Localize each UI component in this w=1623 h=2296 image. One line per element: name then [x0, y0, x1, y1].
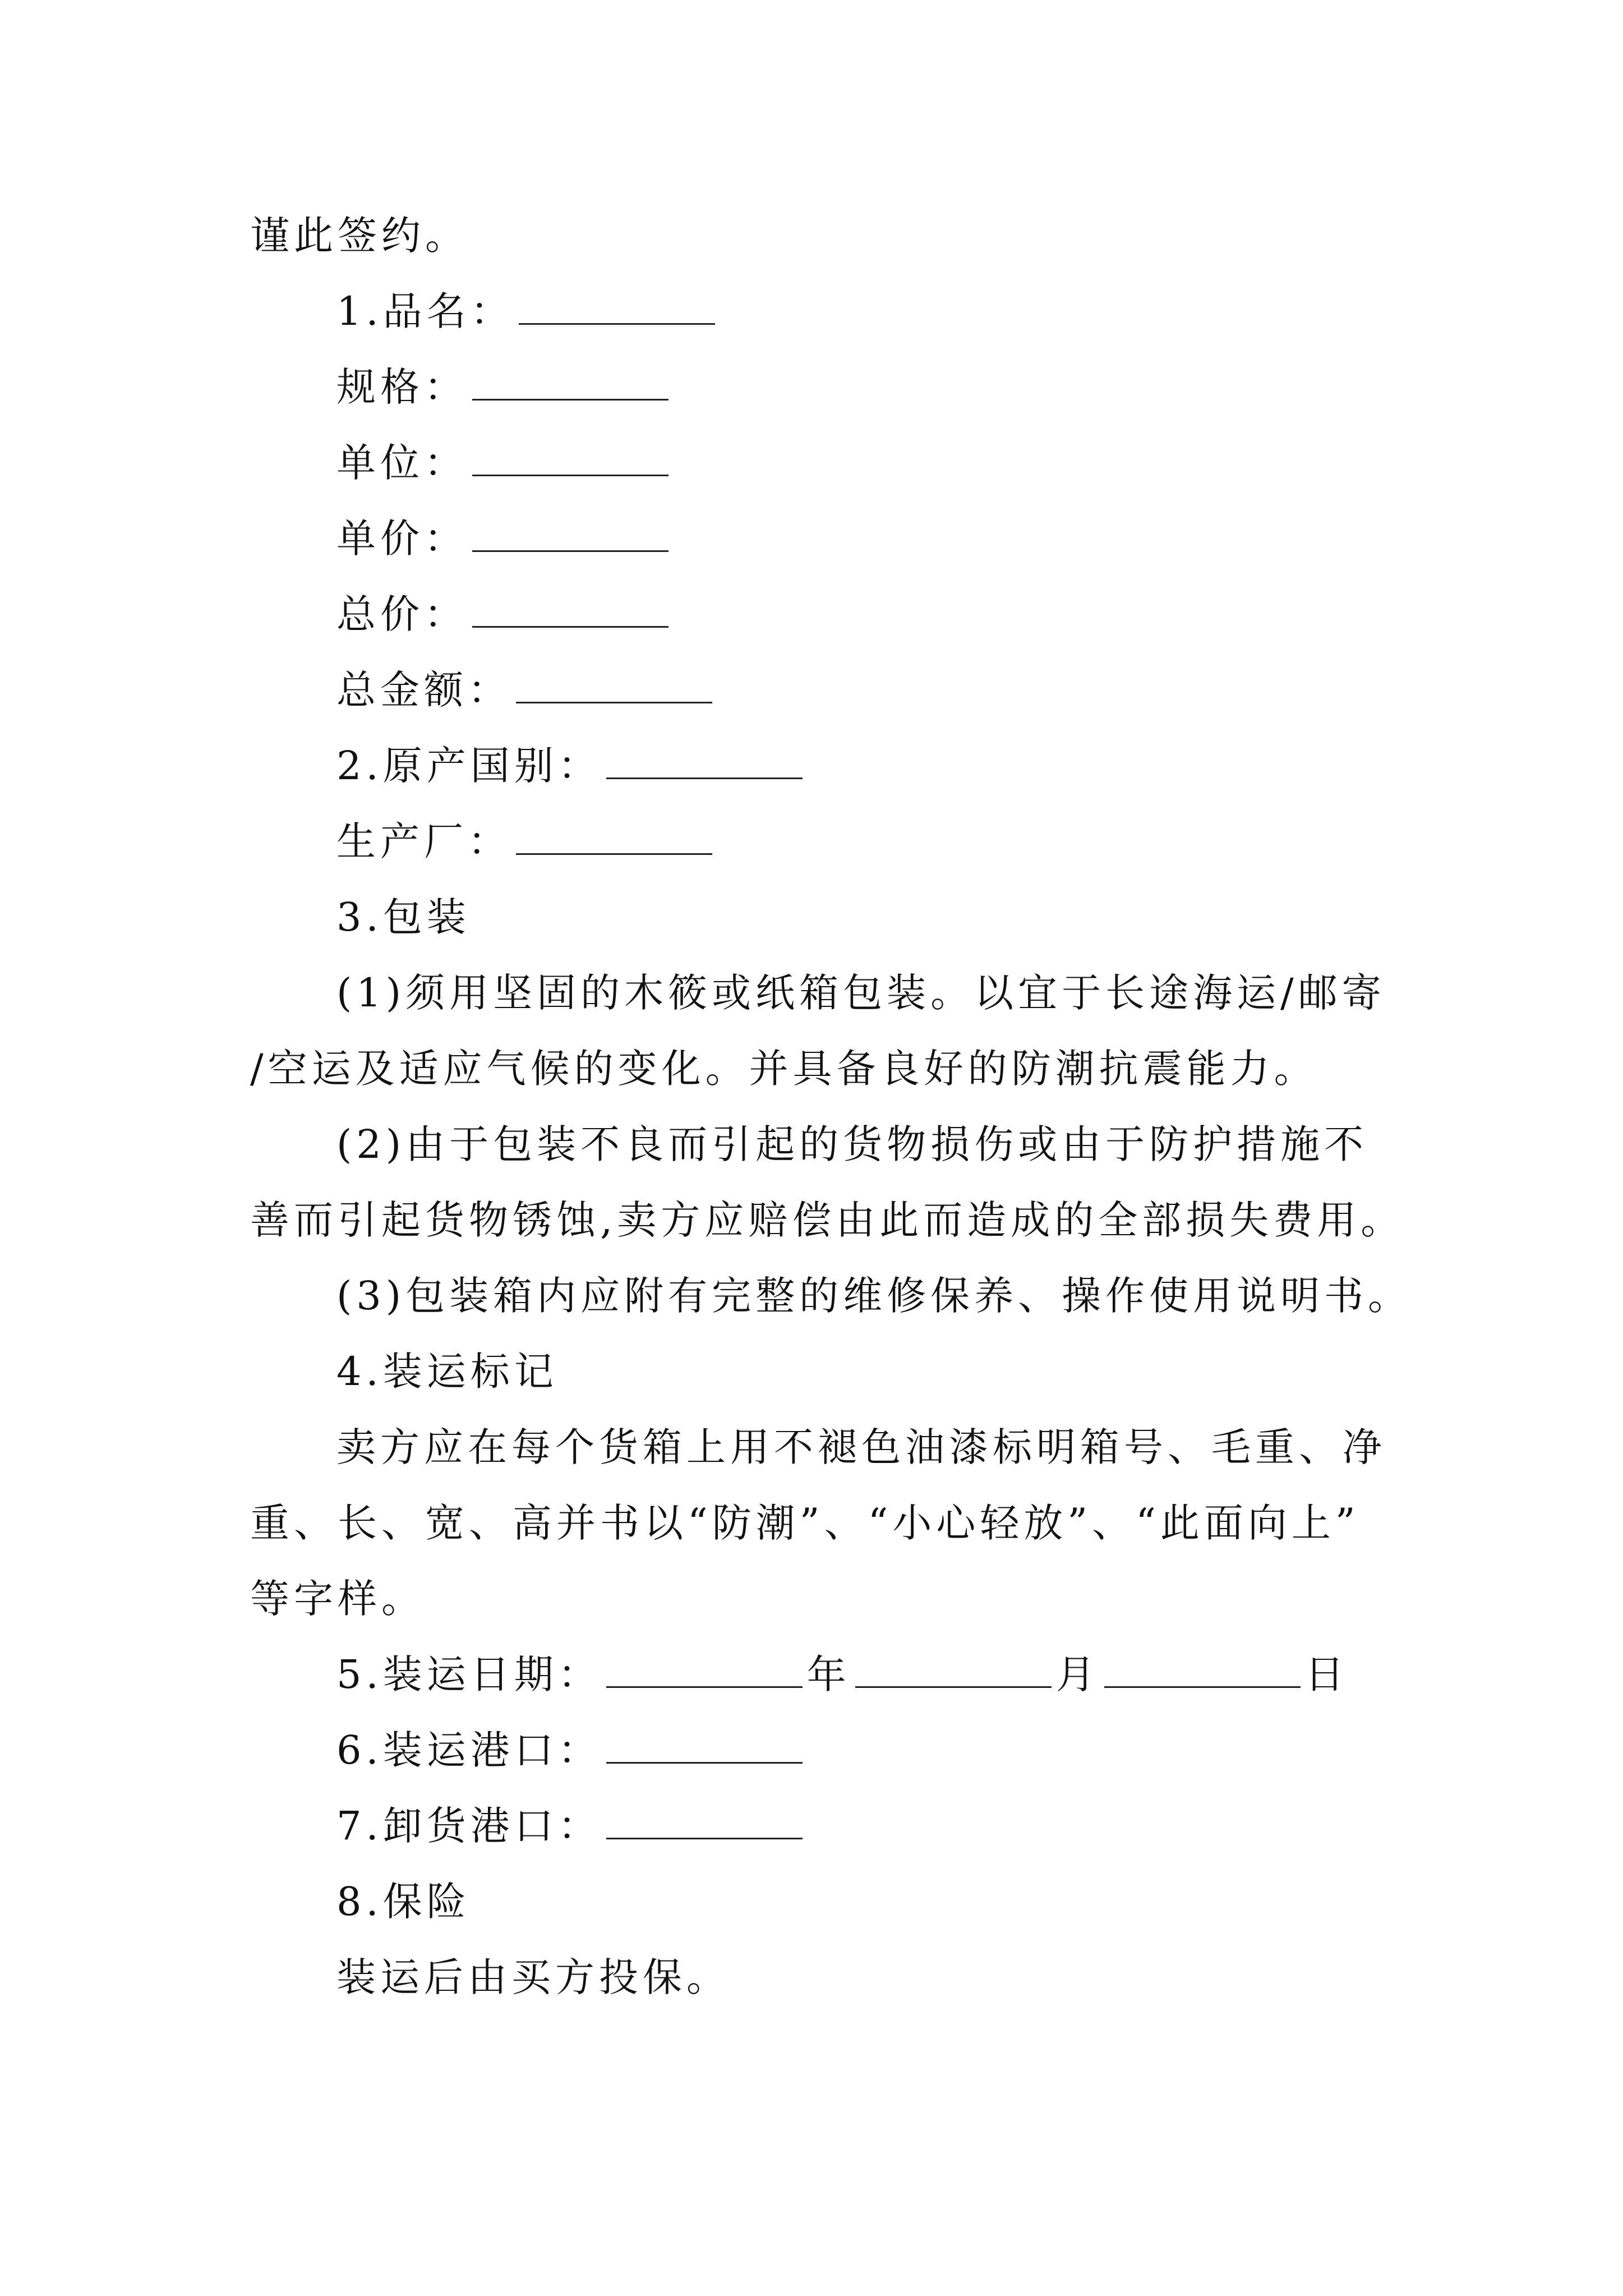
packing-clause-3: (3)包装箱内应附有完整的维修保养、操作使用说明书。 [336, 1273, 1412, 1319]
discharge-port-label: 7.卸货港口： [336, 1803, 602, 1849]
loading-port-label: 6.装运港口： [336, 1727, 602, 1773]
day-label: 日 [1304, 1651, 1349, 1697]
shipment-month-blank [855, 1654, 1052, 1688]
total-amount-row [336, 665, 717, 715]
shipping-mark-line-1: 卖方应在每个货箱上用不褪色油漆标明箱号、毛重、净 [336, 1424, 1386, 1470]
packing-clause-1-line-2: /空运及适应气候的变化。并具备良好的防潮抗震能力。 [250, 1046, 1318, 1092]
unit-price-blank [472, 518, 668, 552]
origin-blank [606, 745, 803, 779]
spec-label: 规格： [336, 364, 468, 410]
month-label: 月 [1055, 1651, 1100, 1697]
shipping-mark-heading: 4.装运标记 [336, 1349, 558, 1395]
packing-clause-2-line-2: 善而引起货物锈蚀,卖方应赔偿由此而造成的全部损失费用。 [250, 1197, 1405, 1243]
shipment-date-row [336, 1649, 1349, 1700]
spec-blank [472, 366, 668, 401]
shipping-mark-line-2: 重、长、宽、高并书以“防潮”、“小心轻放”、“此面向上” [250, 1500, 1360, 1546]
unit-row [336, 438, 673, 488]
total-price-label: 总价： [336, 591, 468, 637]
unit-label: 单位： [336, 440, 468, 486]
factory-row [336, 816, 717, 867]
shipment-day-blank [1104, 1654, 1301, 1688]
insurance-text: 装运后由买方投保。 [336, 1954, 730, 2000]
origin-row [336, 740, 807, 791]
shipment-date-label: 5.装运日期： [336, 1651, 602, 1697]
factory-blank [516, 821, 712, 855]
total-price-row [336, 589, 673, 639]
total-amount-blank [516, 669, 712, 703]
total-price-blank [472, 593, 668, 628]
product-name-row [336, 286, 720, 337]
unit-blank [472, 442, 668, 476]
year-label: 年 [806, 1651, 851, 1697]
total-amount-label: 总金额： [336, 667, 511, 713]
product-name-blank [519, 291, 715, 325]
insurance-heading: 8.保险 [336, 1879, 471, 1925]
unit-price-label: 单价： [336, 516, 468, 562]
factory-label: 生产厂： [336, 818, 511, 864]
spec-row [336, 362, 673, 412]
packing-clause-1-line-1: (1)须用坚固的木筱或纸箱包装。以宜于长途海运/邮寄 [336, 970, 1386, 1016]
discharge-port-row [336, 1801, 807, 1851]
intro-text: 谨此签约。 [250, 213, 469, 259]
packing-clause-2-line-1: (2)由于包装不良而引起的货物损伤或由于防护措施不 [336, 1121, 1368, 1167]
loading-port-blank [606, 1729, 803, 1764]
loading-port-row [336, 1725, 807, 1775]
packing-heading: 3.包装 [336, 894, 471, 940]
product-name-label: 1.品名： [336, 288, 514, 334]
unit-price-row [336, 513, 673, 564]
origin-label: 2.原产国别： [336, 743, 602, 789]
shipping-mark-line-3: 等字样。 [250, 1576, 425, 1622]
shipment-year-blank [606, 1654, 803, 1688]
discharge-port-blank [606, 1805, 803, 1839]
